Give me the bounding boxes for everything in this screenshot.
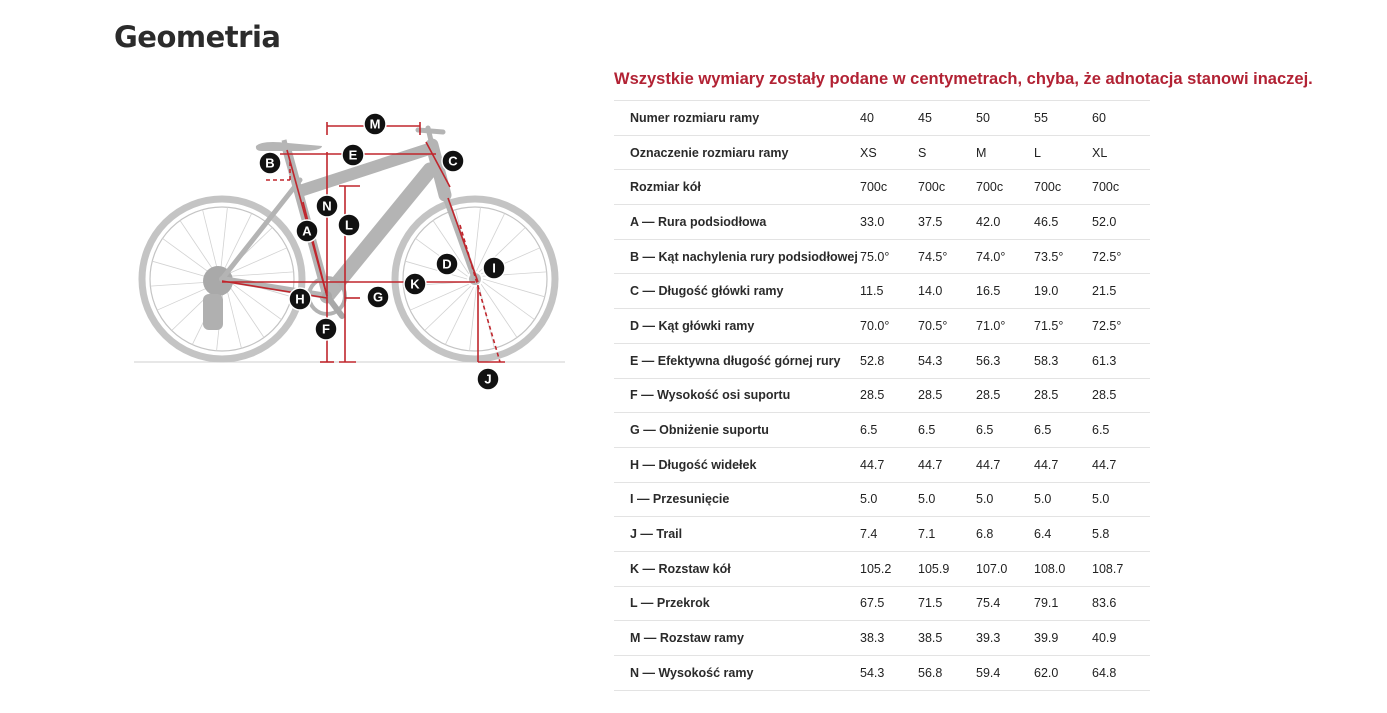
table-cell: 700c: [1034, 180, 1062, 195]
marker-e: [342, 144, 364, 166]
row-label: B — Kąt nachylenia rury podsiodłowej: [630, 249, 858, 264]
table-cell: 6.5: [1092, 423, 1110, 438]
table-cell: 62.0: [1034, 665, 1059, 680]
table-cell: 700c: [976, 180, 1004, 195]
table-row: [614, 101, 1150, 136]
table-cell: 33.0: [860, 214, 885, 229]
table-cell: 44.7: [918, 457, 943, 472]
table-cell: 71.0°: [976, 318, 1006, 333]
table-cell: 39.9: [1034, 631, 1059, 646]
row-label: M — Rozstaw ramy: [630, 631, 744, 646]
table-cell: 6.4: [1034, 527, 1052, 542]
table-cell: 75.4: [976, 596, 1001, 611]
marker-d: [436, 253, 458, 275]
marker-m: [364, 113, 386, 135]
table-row: [614, 482, 1150, 517]
table-cell: 39.3: [976, 631, 1001, 646]
table-cell: 52.8: [860, 353, 885, 368]
table-cell: 44.7: [976, 457, 1001, 472]
marker-g: [367, 286, 389, 308]
table-cell: 61.3: [1092, 353, 1117, 368]
row-label: E — Efektywna długość górnej rury: [630, 353, 841, 368]
table-cell: 50: [976, 110, 990, 125]
table-row: [614, 551, 1150, 586]
table-cell: 6.5: [860, 423, 878, 438]
marker-a: [296, 220, 318, 242]
row-label: Oznaczenie rozmiaru ramy: [630, 145, 789, 160]
table-cell: 108.0: [1034, 561, 1066, 576]
row-label: C — Długość główki ramy: [630, 284, 784, 299]
row-label: I — Przesunięcie: [630, 492, 730, 507]
table-cell: 28.5: [1034, 388, 1059, 403]
table-cell: 5.0: [1092, 492, 1110, 507]
table-row: [614, 170, 1150, 205]
table-cell: S: [918, 145, 927, 160]
row-label: F — Wysokość osi suportu: [630, 388, 791, 403]
table-cell: 42.0: [976, 214, 1001, 229]
table-row: [614, 274, 1150, 309]
row-label: Numer rozmiaru ramy: [630, 110, 760, 125]
table-row: [614, 621, 1150, 656]
table-row: [614, 586, 1150, 621]
table-cell: 700c: [1092, 180, 1120, 195]
table-row: [614, 447, 1150, 482]
marker-b: [259, 152, 281, 174]
table-cell: 67.5: [860, 596, 885, 611]
row-label: H — Długość widełek: [630, 457, 757, 472]
table-cell: 5.0: [918, 492, 936, 507]
marker-label: B: [265, 155, 275, 171]
table-cell: 6.5: [918, 423, 936, 438]
table-row: [614, 239, 1150, 274]
table-cell: 44.7: [1034, 457, 1059, 472]
table-cell: 28.5: [860, 388, 885, 403]
table-cell: 74.5°: [918, 249, 948, 264]
marker-label: G: [372, 289, 384, 305]
marker-label: K: [410, 276, 420, 292]
table-cell: 7.4: [860, 527, 878, 542]
table-cell: 107.0: [976, 561, 1008, 576]
table-cell: 108.7: [1092, 561, 1124, 576]
table-cell: M: [976, 145, 987, 160]
marker-label: H: [295, 291, 305, 307]
marker-i: [483, 257, 505, 279]
table-cell: 5.8: [1092, 527, 1110, 542]
table-cell: 45: [918, 110, 932, 125]
table-cell: 105.9: [918, 561, 950, 576]
table-cell: 71.5°: [1034, 318, 1064, 333]
marker-label: J: [484, 371, 492, 387]
table-cell: 6.5: [976, 423, 994, 438]
table-cell: 70.0°: [860, 318, 890, 333]
marker-h: [289, 288, 311, 310]
marker-label: N: [322, 198, 332, 214]
marker-label: L: [345, 217, 353, 233]
table-cell: 37.5: [918, 214, 943, 229]
marker-label: M: [369, 116, 381, 132]
table-cell: 72.5°: [1092, 318, 1122, 333]
table-cell: 44.7: [1092, 457, 1117, 472]
table-row: [614, 205, 1150, 240]
marker-f: [315, 318, 337, 340]
table-cell: 58.3: [1034, 353, 1059, 368]
marker-j: [477, 368, 499, 390]
marker-label: F: [322, 321, 330, 337]
table-cell: 56.8: [918, 665, 943, 680]
row-label: D — Kąt główki ramy: [630, 318, 755, 333]
table-cell: 7.1: [918, 527, 936, 542]
table-row: [614, 309, 1150, 344]
table-row: [614, 413, 1150, 448]
row-label: A — Rura podsiodłowa: [630, 214, 767, 229]
page-title: Geometria: [114, 20, 281, 54]
row-label: L — Przekrok: [630, 596, 710, 611]
table-cell: 71.5: [918, 596, 943, 611]
table-cell: 44.7: [860, 457, 885, 472]
table-cell: XS: [860, 145, 877, 160]
table-cell: 70.5°: [918, 318, 948, 333]
table-cell: 5.0: [976, 492, 994, 507]
marker-label: C: [448, 153, 458, 169]
table-cell: 56.3: [976, 353, 1001, 368]
marker-n: [316, 195, 338, 217]
marker-k: [404, 273, 426, 295]
table-cell: 6.5: [1034, 423, 1052, 438]
row-label: J — Trail: [630, 527, 683, 542]
table-cell: 5.0: [1034, 492, 1052, 507]
units-note: Wszystkie wymiary zostały podane w centymetrach, chyba, że adnotacja stanowi inaczej.: [614, 70, 1313, 88]
table-cell: 52.0: [1092, 214, 1117, 229]
table-cell: 5.0: [860, 492, 878, 507]
table-cell: 28.5: [1092, 388, 1117, 403]
marker-c: [442, 150, 464, 172]
marker-label: A: [302, 223, 312, 239]
table-row: [614, 378, 1150, 413]
marker-label: D: [442, 256, 452, 272]
bike-geometry-diagram: [130, 100, 570, 400]
table-cell: 105.2: [860, 561, 892, 576]
table-cell: 700c: [860, 180, 888, 195]
table-cell: 79.1: [1034, 596, 1059, 611]
table-cell: 74.0°: [976, 249, 1006, 264]
table-cell: 46.5: [1034, 214, 1059, 229]
row-label: G — Obniżenie suportu: [630, 423, 769, 438]
table-row: [614, 517, 1150, 552]
row-label: N — Wysokość ramy: [630, 665, 754, 680]
table-cell: 60: [1092, 110, 1106, 125]
table-row: [614, 656, 1150, 691]
table-cell: 38.5: [918, 631, 943, 646]
row-label: Rozmiar kół: [630, 180, 701, 195]
table-cell: 40.9: [1092, 631, 1117, 646]
table-cell: 55: [1034, 110, 1048, 125]
table-cell: 73.5°: [1034, 249, 1064, 264]
table-cell: 40: [860, 110, 874, 125]
table-cell: 54.3: [918, 353, 943, 368]
table-cell: 38.3: [860, 631, 885, 646]
table-cell: 72.5°: [1092, 249, 1122, 264]
table-cell: 59.4: [976, 665, 1001, 680]
table-cell: 16.5: [976, 284, 1001, 299]
table-cell: 700c: [918, 180, 946, 195]
table-cell: L: [1034, 145, 1041, 160]
table-cell: 14.0: [918, 284, 943, 299]
table-cell: 19.0: [1034, 284, 1059, 299]
table-cell: 28.5: [976, 388, 1001, 403]
table-cell: 11.5: [860, 284, 884, 299]
table-cell: 75.0°: [860, 249, 890, 264]
marker-l: [338, 214, 360, 236]
table-cell: 64.8: [1092, 665, 1117, 680]
table-cell: XL: [1092, 145, 1108, 160]
table-row: [614, 343, 1150, 378]
row-label: K — Rozstaw kół: [630, 561, 731, 576]
table-cell: 54.3: [860, 665, 885, 680]
geometry-table: [614, 100, 1150, 691]
table-row: [614, 135, 1150, 170]
marker-label: E: [348, 147, 358, 163]
marker-label: I: [492, 260, 496, 276]
table-cell: 83.6: [1092, 596, 1117, 611]
table-cell: 21.5: [1092, 284, 1117, 299]
table-cell: 28.5: [918, 388, 943, 403]
table-cell: 6.8: [976, 527, 994, 542]
